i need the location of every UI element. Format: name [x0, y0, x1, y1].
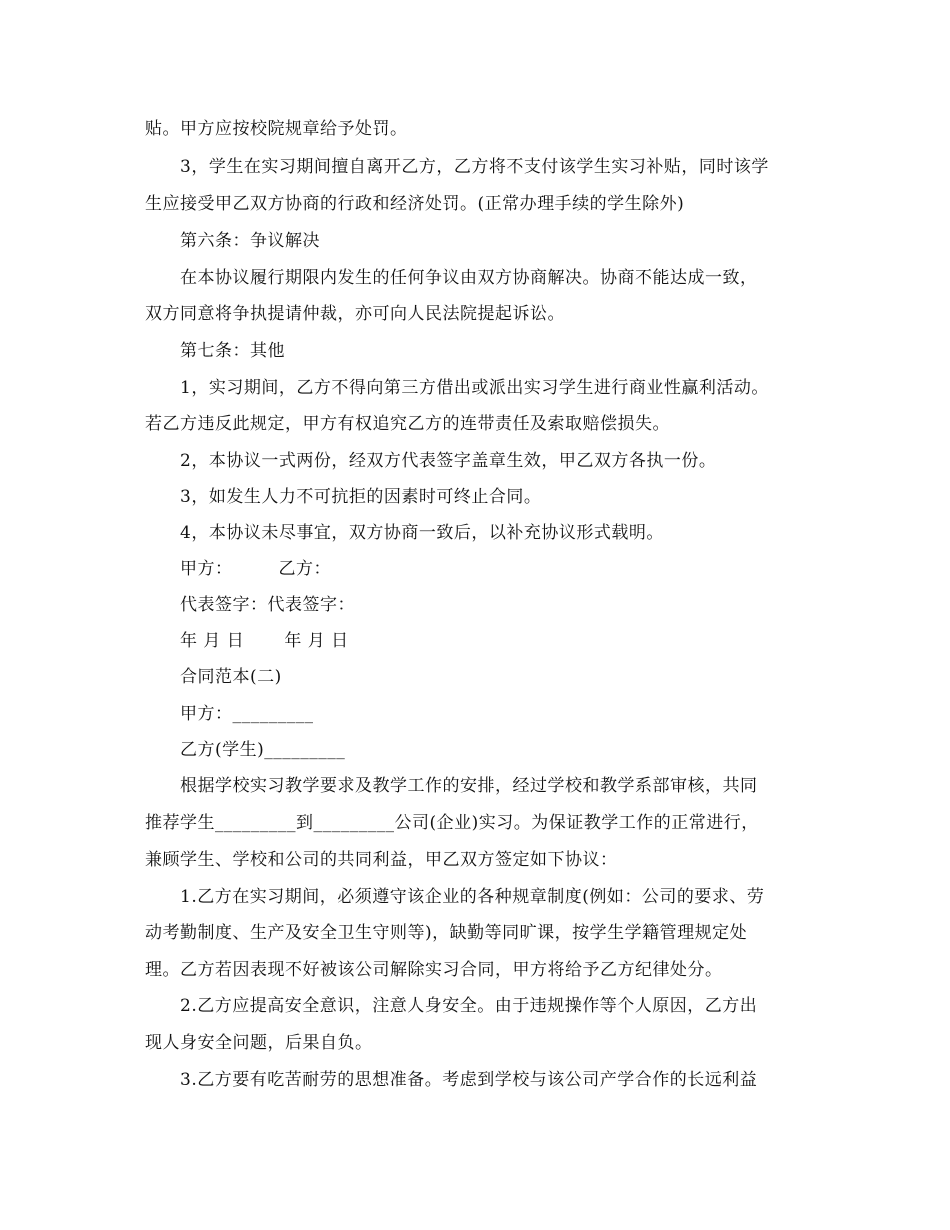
- section-heading: 第七条：其他: [180, 341, 285, 361]
- date-a-label: 年 月 日: [180, 631, 245, 651]
- signature-representatives: [180, 593, 355, 617]
- party-b-field: 乙方(学生)_________: [180, 740, 346, 760]
- paragraph-line: 兼顾学生、学校和公司的共同利益，甲乙双方签定如下协议：: [145, 850, 618, 870]
- paragraph-line: 动考勤制度、生产及安全卫生守则等)，缺勤等同旷课，按学生学籍管理规定处: [145, 923, 748, 943]
- signature-dates: [180, 629, 349, 653]
- contract-title: 合同范本(二): [180, 667, 282, 687]
- paragraph-line: 推荐学生_________到_________公司(企业)实习。为保证教学工作的正常进行，: [145, 813, 759, 833]
- paragraph-line: 生应接受甲乙双方协商的行政和经济处罚。(正常办理手续的学生除外): [145, 194, 685, 214]
- party-a-label: 甲方：: [180, 559, 233, 579]
- party-b-label: 乙方：: [278, 559, 331, 579]
- paragraph-line: 3.乙方要有吃苦耐劳的思想准备。考虑到学校与该公司产学合作的长远利益: [180, 1070, 758, 1090]
- date-b-label: 年 月 日: [284, 631, 349, 651]
- paragraph-line: 根据学校实习教学要求及教学工作的安排，经过学校和教学系部审核，共同: [180, 776, 758, 796]
- paragraph-line: 1，实习期间，乙方不得向第三方借出或派出实习学生进行商业性赢利活动。: [180, 378, 769, 398]
- paragraph-line: 2，本协议一式两份，经双方代表签字盖章生效，甲乙双方各执一份。: [180, 451, 717, 471]
- paragraph-line: 若乙方违反此规定，甲方有权追究乙方的连带责任及索取赔偿损失。: [145, 414, 670, 434]
- paragraph-line: 3，如发生人力不可抗拒的因素时可终止合同。: [180, 487, 542, 507]
- paragraph-line: 1.乙方在实习期间，必须遵守该企业的各种规章制度(例如：公司的要求、劳: [180, 887, 765, 907]
- signature-parties: [180, 557, 331, 581]
- paragraph-line: 4，本协议未尽事宜，双方协商一致后，以补充协议形式载明。: [180, 523, 664, 543]
- party-a-field: 甲方：_________: [180, 704, 314, 724]
- paragraph-line: 在本协议履行期限内发生的任何争议由双方协商解决。协商不能达成一致，: [180, 268, 758, 288]
- paragraph-line: 贴。甲方应按校院规章给予处罚。: [145, 119, 408, 139]
- rep-b-label: 代表签字：: [267, 595, 355, 615]
- paragraph-line: 双方同意将争执提请仲裁，亦可向人民法院提起诉讼。: [145, 304, 565, 324]
- rep-a-label: 代表签字：: [180, 595, 268, 615]
- paragraph-line: 理。乙方若因表现不好被该公司解除实习合同，甲方将给予乙方纪律处分。: [145, 960, 723, 980]
- paragraph-line: 3，学生在实习期间擅自离开乙方，乙方将不支付该学生实习补贴，同时该学: [180, 157, 769, 177]
- paragraph-line: 现人身安全问题，后果自负。: [145, 1033, 373, 1053]
- paragraph-line: 2.乙方应提高安全意识，注意人身安全。由于违规操作等个人原因，乙方出: [180, 996, 758, 1016]
- section-heading: 第六条：争议解决: [180, 231, 320, 251]
